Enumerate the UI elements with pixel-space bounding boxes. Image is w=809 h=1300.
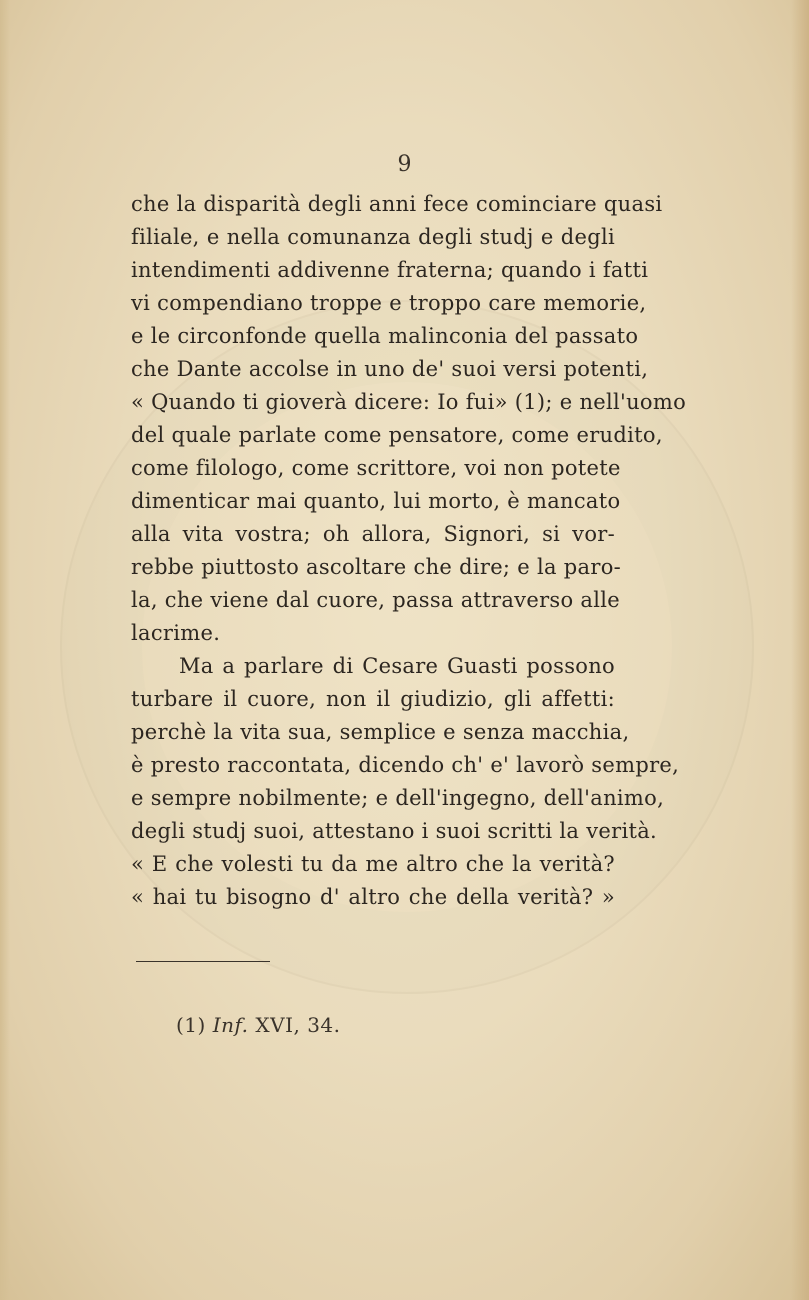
- text-line: come filologo, come scrittore, voi non potete: [131, 456, 621, 480]
- text-line: lacrime.: [131, 621, 221, 645]
- text-line: degli studj suoi, attestano i suoi scritti la verità.: [131, 819, 657, 843]
- text-line: « Quando ti gioverà dicere: Io fui» (1); e nell'uomo: [131, 390, 687, 414]
- text-line: e le circonfonde quella malinconia del passato: [131, 324, 639, 348]
- text-line: « hai tu bisogno d' altro che della verità? »: [131, 885, 615, 909]
- text-line: dimenticar mai quanto, lui morto, è mancato: [131, 489, 621, 513]
- footnote: [176, 1013, 341, 1037]
- footnote-reference-italic: Inf.: [212, 1013, 249, 1037]
- body-text: [131, 188, 687, 914]
- page-edge-right: [791, 0, 809, 1300]
- text-line: vi compendiano troppe e troppo care memorie,: [131, 291, 647, 315]
- text-line: alla vita vostra; oh allora, Signori, si vor-: [131, 522, 615, 546]
- text-line: turbare il cuore, non il giudizio, gli affetti:: [131, 687, 615, 711]
- page-number: 9: [397, 152, 412, 177]
- text-line: è presto raccontata, dicendo ch' e' lavorò sempre,: [131, 753, 680, 777]
- text-line: perchè la vita sua, semplice e senza macchia,: [131, 720, 630, 744]
- text-line: del quale parlate come pensatore, come erudito,: [131, 423, 663, 447]
- text-line: intendimenti addivenne fraterna; quando i fatti: [131, 258, 649, 282]
- text-line: la, che viene dal cuore, passa attraverso alle: [131, 588, 620, 612]
- text-line: « E che volesti tu da me altro che la verità?: [131, 852, 615, 876]
- text-line: filiale, e nella comunanza degli studj e degli: [131, 225, 615, 249]
- paragraph-start-line: Ma a parlare di Cesare Guasti possono: [179, 654, 615, 678]
- page-edge-left: [0, 0, 10, 1300]
- footnote-reference: XVI, 34.: [255, 1013, 341, 1037]
- footnote-marker: (1): [176, 1013, 206, 1037]
- text-line: che la disparità degli anni fece cominciare quasi: [131, 192, 663, 216]
- text-line: che Dante accolse in uno de' suoi versi potenti,: [131, 357, 649, 381]
- text-line: e sempre nobilmente; e dell'ingegno, dell'animo,: [131, 786, 665, 810]
- footnote-divider: [136, 961, 270, 962]
- text-line: rebbe piuttosto ascoltare che dire; e la paro-: [131, 555, 622, 579]
